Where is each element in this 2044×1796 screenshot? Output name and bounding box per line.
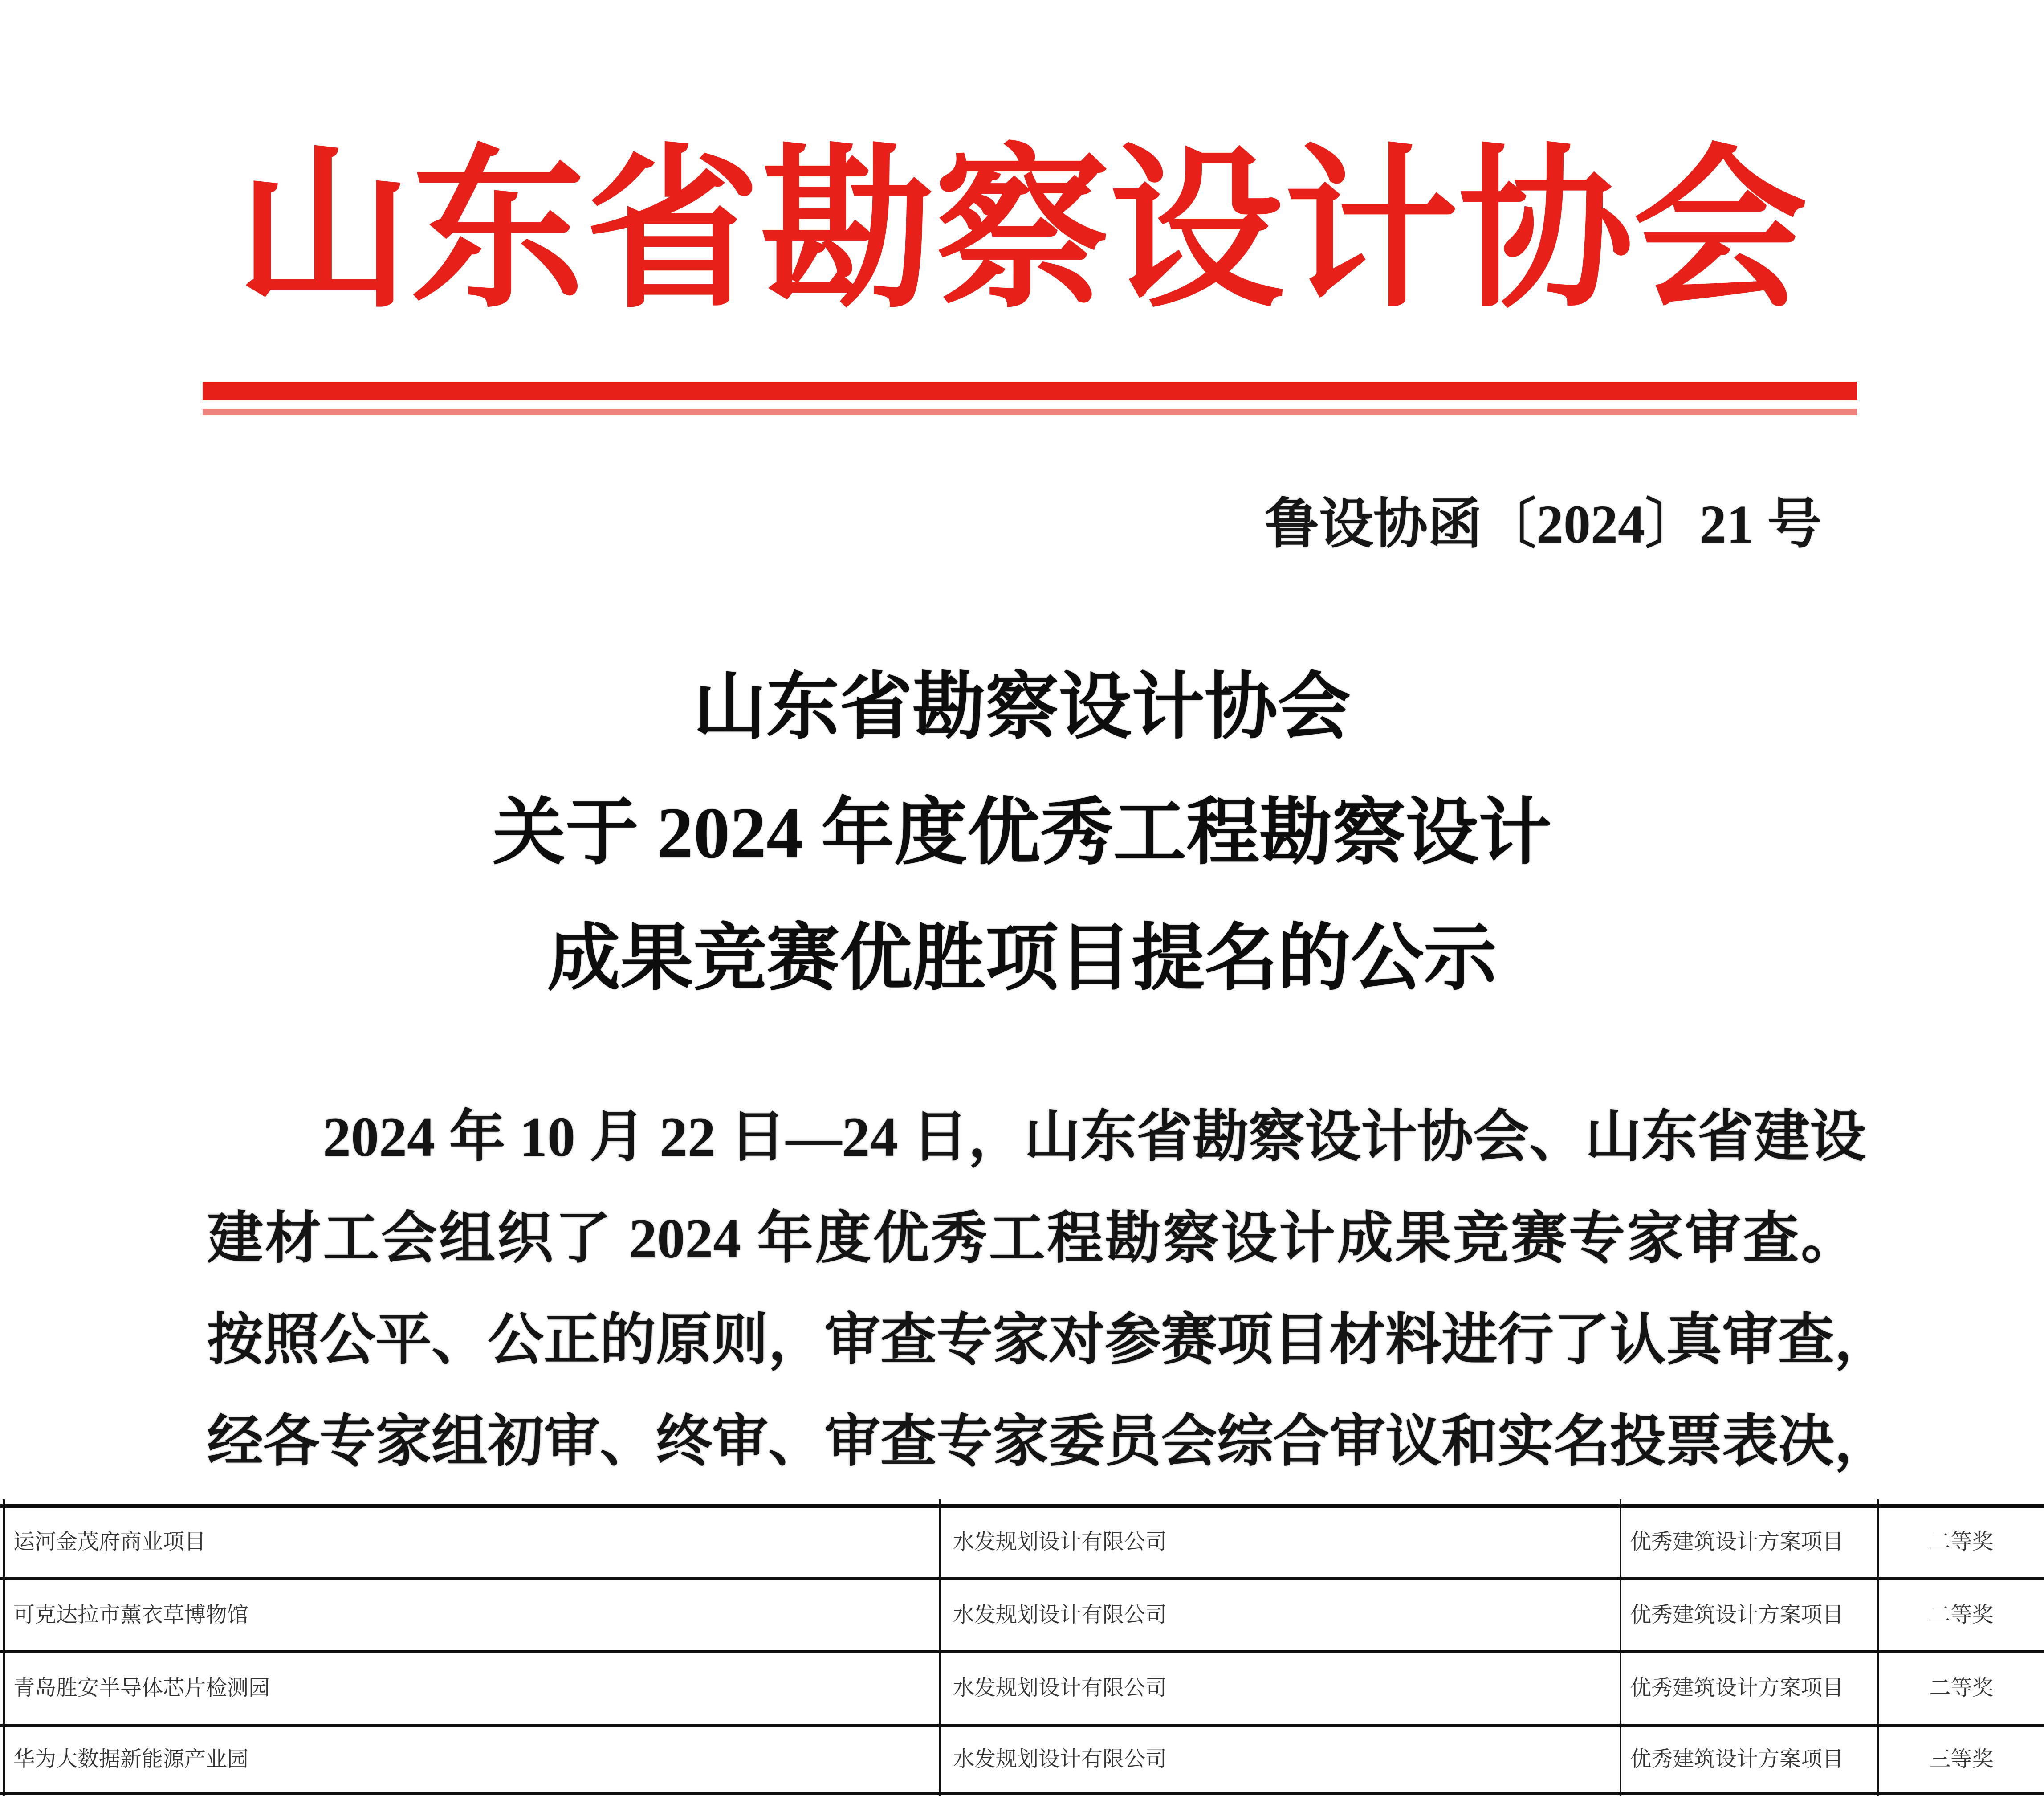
award-table	[0, 1499, 2044, 1796]
table-row-separator	[0, 1650, 2044, 1653]
table-border-col2-col3	[1620, 1499, 1621, 1796]
doc-title-line-1: 山东省勘察设计协会	[693, 667, 1351, 748]
company-cell: 水发规划设计有限公司	[953, 1530, 1167, 1554]
masthead-org-title: 山东省勘察设计协会	[236, 135, 1808, 328]
masthead-divider-thick	[203, 382, 1857, 400]
project-name-cell: 运河金茂府商业项目	[13, 1530, 206, 1554]
table-row-separator	[0, 1577, 2044, 1580]
doc-number: 鲁设协函〔2024〕21 号	[1265, 494, 1822, 555]
award-grade-cell: 二等奖	[1929, 1676, 1994, 1700]
table-border-top	[0, 1504, 2044, 1508]
table-border-bottom	[0, 1792, 2044, 1795]
table-border-col1-col2	[939, 1499, 941, 1796]
body-line-1: 2024 年 10 月 22 日—24 日，山东省勘察设计协会、山东省建设	[323, 1106, 1866, 1168]
table-border-left	[3, 1499, 5, 1796]
company-cell: 水发规划设计有限公司	[953, 1747, 1167, 1771]
company-cell: 水发规划设计有限公司	[953, 1676, 1167, 1700]
body-line-2: 建材工会组织了 2024 年度优秀工程勘察设计成果竞赛专家审查。	[207, 1208, 1857, 1270]
company-cell: 水发规划设计有限公司	[953, 1603, 1167, 1627]
body-line-3: 按照公平、公正的原则，审查专家对参赛项目材料进行了认真审查，	[207, 1310, 1890, 1371]
award-grade-cell: 二等奖	[1929, 1530, 1994, 1554]
table-row-separator	[0, 1724, 2044, 1727]
body-paragraph	[207, 1087, 1890, 1493]
award-type-cell: 优秀建筑设计方案项目	[1630, 1603, 1844, 1627]
masthead-divider-thin	[203, 409, 1857, 415]
project-name-cell: 可克达拉市薰衣草博物馆	[13, 1603, 249, 1627]
award-type-cell: 优秀建筑设计方案项目	[1630, 1530, 1844, 1554]
award-type-cell: 优秀建筑设计方案项目	[1630, 1747, 1844, 1771]
doc-title-line-3: 成果竞赛优胜项目提名的公示	[547, 918, 1497, 999]
project-name-cell: 华为大数据新能源产业园	[13, 1747, 249, 1771]
doc-title	[0, 645, 2044, 1022]
body-line-4: 经各专家组初审、终审、审查专家委员会综合审议和实名投票表决，	[207, 1411, 1890, 1473]
doc-title-line-2: 关于 2024 年度优秀工程勘察设计	[492, 793, 1551, 874]
award-type-cell: 优秀建筑设计方案项目	[1630, 1676, 1844, 1700]
award-grade-cell: 三等奖	[1929, 1747, 1994, 1771]
project-name-cell: 青岛胜安半导体芯片检测园	[13, 1676, 270, 1700]
award-grade-cell: 二等奖	[1929, 1603, 1994, 1627]
